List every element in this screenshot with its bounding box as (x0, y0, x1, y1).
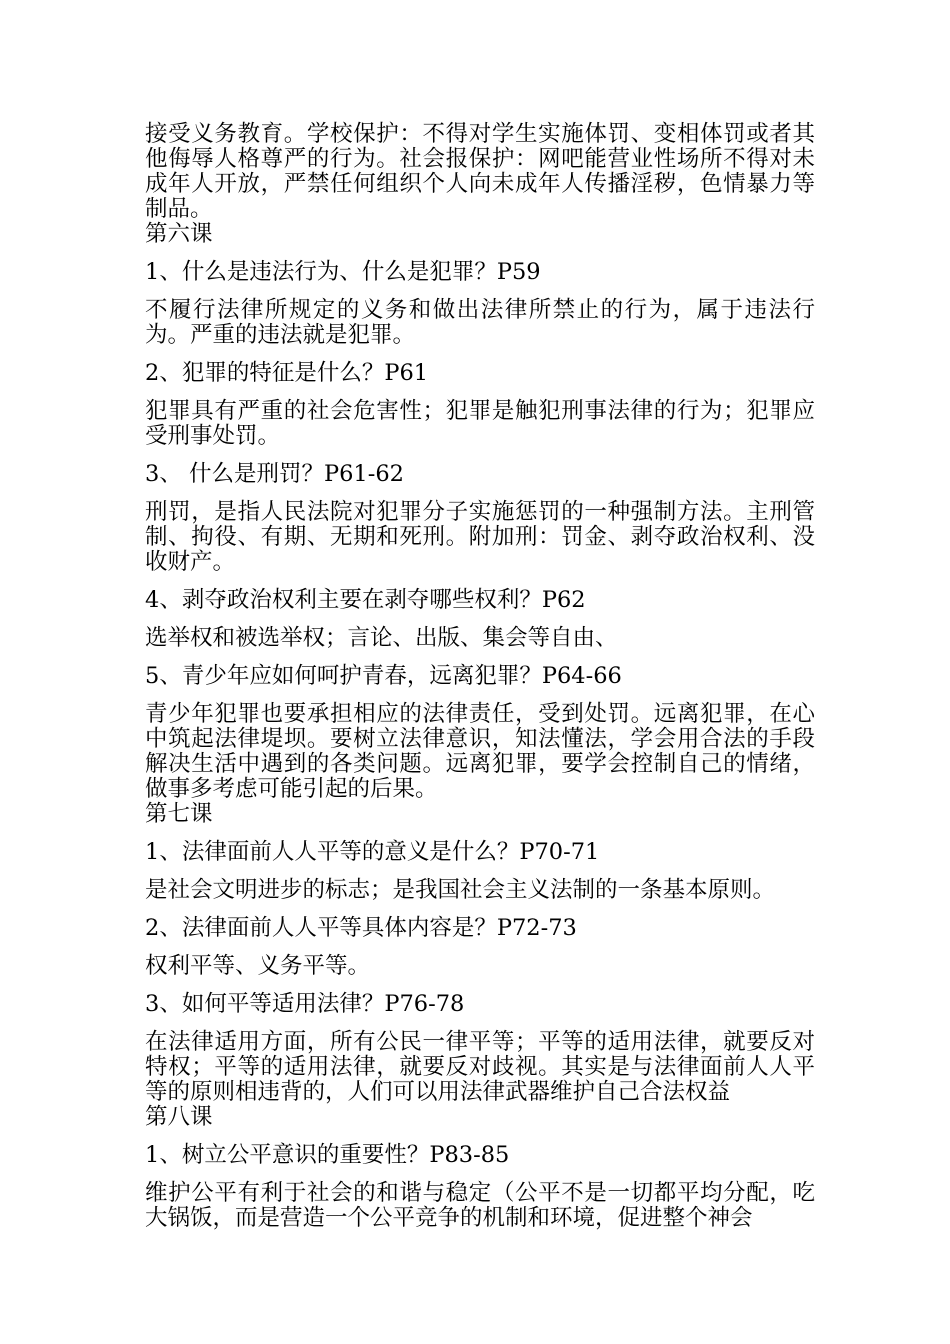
paragraph: 选举权和被选举权；言论、出版、集会等自由、 (145, 625, 618, 651)
paragraph: 在法律适用方面，所有公民一律平等；平等的适用法律，就要反对特权；平等的适用法律，就要反对歧视。其实是与法律面前人人平等的原则相违背的，人们可以用法律武器维护自己合法权益 (145, 1029, 815, 1105)
paragraph: 维护公平有利于社会的和谐与稳定（公平不是一切都平均分配，吃大锅饭，而是营造一个公平竞争的机制和环境，促进整个神会 (145, 1180, 815, 1231)
paragraph: 接受义务教育。学校保护：不得对学生实施体罚、变相体罚或者其他侮辱人格尊严的行为。社会报保护：网吧能营业性场所不得对未成年人开放，严禁任何组织个人向未成年人传播淫秽，色情暴力等制品。 (145, 121, 815, 222)
paragraph: 1、树立公平意识的重要性？P83-85 (145, 1142, 510, 1168)
paragraph: 刑罚，是指人民法院对犯罪分子实施惩罚的一种强制方法。主刑管制、拘役、有期、无期和死刑。附加刑：罚金、剥夺政治权利、没收财产。 (145, 499, 815, 575)
paragraph: 5、青少年应如何呵护青春，远离犯罪？P64-66 (145, 663, 622, 689)
paragraph: 第六课 (145, 221, 213, 247)
paragraph: 第八课 (145, 1104, 213, 1130)
paragraph: 第七课 (145, 801, 213, 827)
paragraph: 3、 什么是刑罚？P61-62 (145, 461, 404, 487)
paragraph: 权利平等、义务平等。 (145, 953, 371, 979)
paragraph: 是社会文明进步的标志；是我国社会主义法制的一条基本原则。 (145, 877, 776, 903)
paragraph: 4、剥夺政治权利主要在剥夺哪些权利？P62 (145, 587, 586, 613)
paragraph: 犯罪具有严重的社会危害性；犯罪是触犯刑事法律的行为；犯罪应受刑事处罚。 (145, 398, 815, 449)
paragraph: 2、犯罪的特征是什么？P61 (145, 360, 429, 386)
paragraph: 2、法律面前人人平等具体内容是？P72-73 (145, 915, 577, 941)
paragraph: 青少年犯罪也要承担相应的法律责任，受到处罚。远离犯罪，在心中筑起法律堤坝。要树立法律意识，知法懂法，学会用合法的手段解决生活中遇到的各类问题。远离犯罪，要学会控制自己的情绪，做事多考虑可能引起的后果。 (145, 701, 815, 802)
paragraph: 1、法律面前人人平等的意义是什么？P70-71 (145, 839, 600, 865)
paragraph: 不履行法律所规定的义务和做出法律所禁止的行为，属于违法行为。严重的违法就是犯罪。 (145, 297, 815, 348)
paragraph: 1、什么是违法行为、什么是犯罪？P59 (145, 259, 541, 285)
paragraph: 3、如何平等适用法律？P76-78 (145, 991, 465, 1017)
document-page (145, 122, 815, 1231)
